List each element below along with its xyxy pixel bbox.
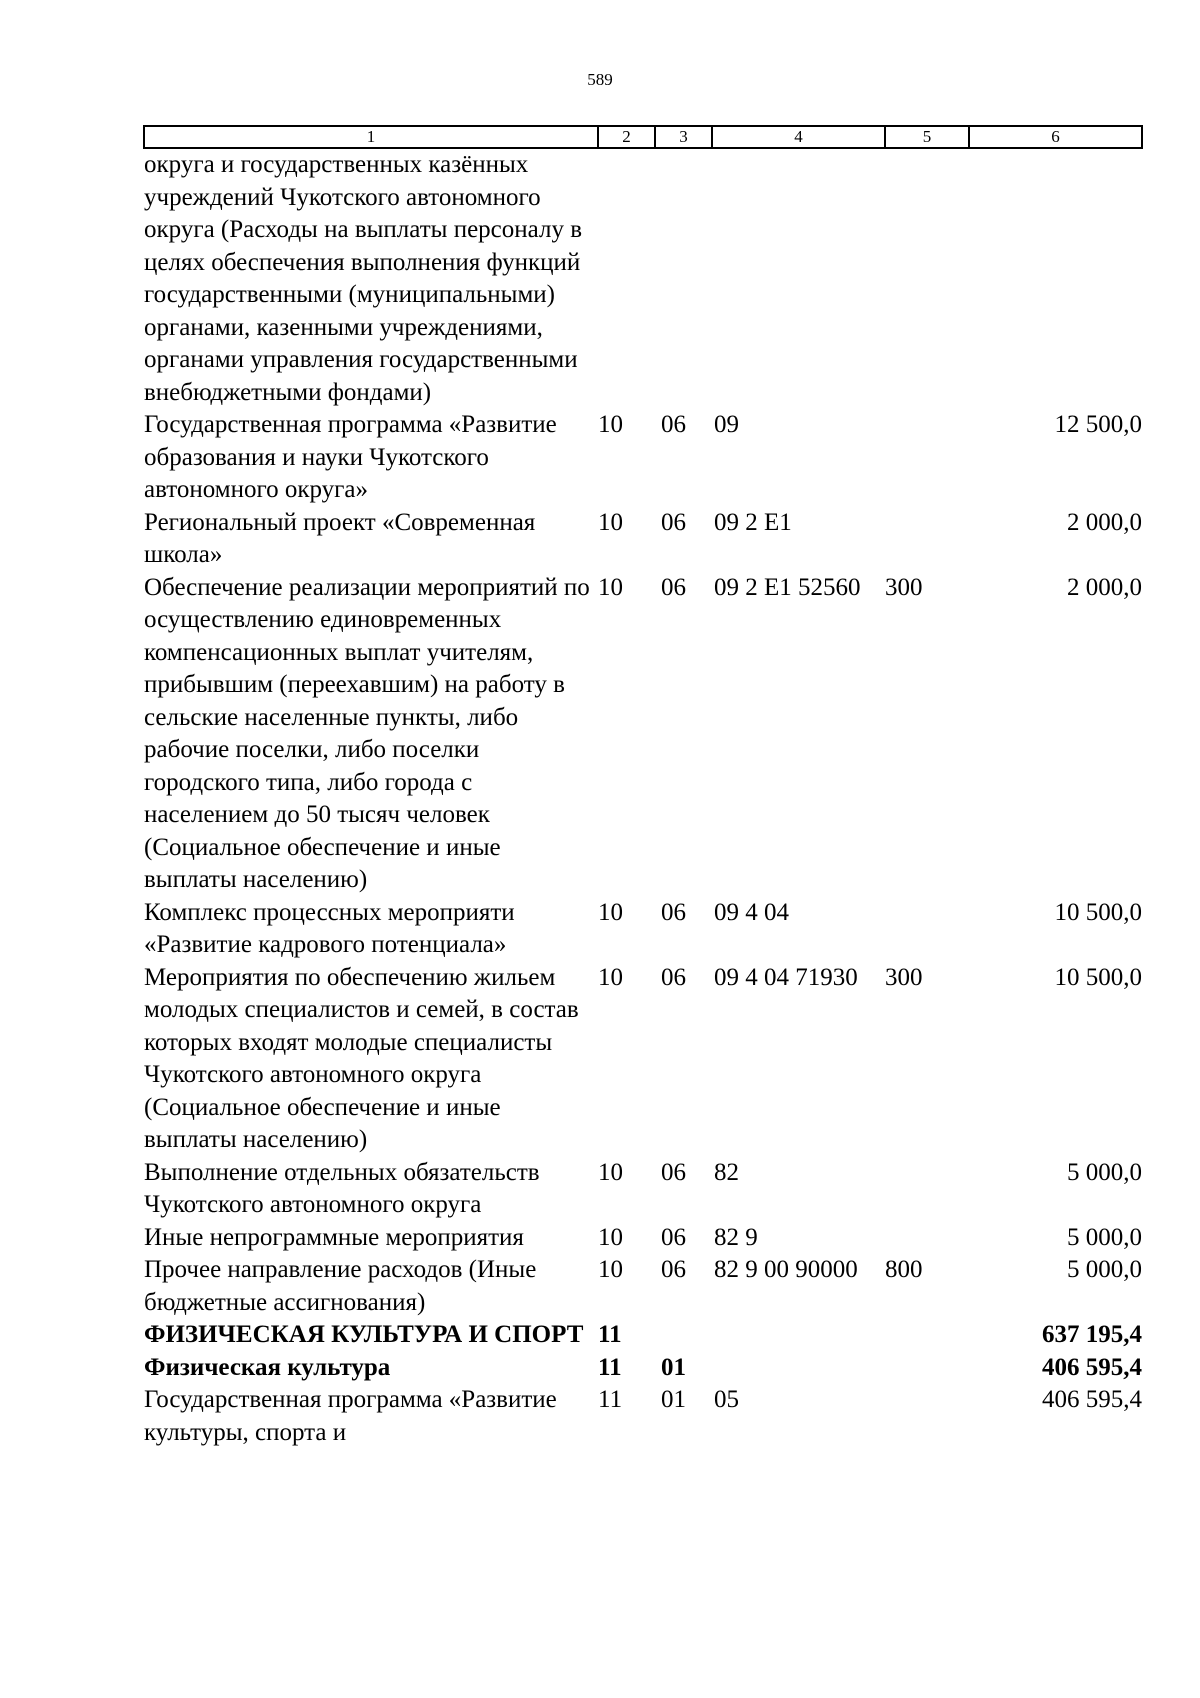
row-name-cell: Обеспечение реализации мероприятий по осуществлению единовременных компенсационных выплат учителям, прибывшим (переехавшим) на работу в сельские населенные пункты, либо рабочие поселки, либо поселки городского типа, либо города с населением до 50 тысяч человек (Социальное обеспечение и иные выплаты населению): [144, 573, 590, 893]
subsection-code-cell: 06: [661, 573, 686, 601]
table-row: [144, 1352, 1142, 1385]
section-code-cell: 10: [598, 963, 623, 991]
row-name-cell: округа и государственных казённых учреждений Чукотского автономного округа (Расходы на выплаты персоналу в целях обеспечения выполнения функций государственными (муниципальными) органами, казенными учреждениями, органами управления государственными внебюджетными фондами): [144, 151, 583, 406]
expense-type-cell: 300: [885, 573, 923, 601]
column-number: 6: [969, 126, 1142, 148]
column-number: 1: [144, 126, 598, 148]
expense-type-cell: 300: [885, 963, 923, 991]
row-name-cell: Иные непрограммные мероприятия: [144, 1223, 524, 1251]
target-article-cell: 05: [714, 1386, 739, 1413]
amount-cell: 10 500,0: [1054, 898, 1142, 926]
table-row: [144, 1222, 1142, 1255]
section-code-cell: 11: [598, 1386, 623, 1413]
section-code-cell: 10: [598, 1223, 623, 1251]
section-code-cell: 11: [598, 1321, 622, 1348]
expense-type-cell: [885, 1352, 969, 1385]
section-code-cell: 11: [598, 1353, 622, 1381]
section-code-cell: [598, 148, 655, 409]
expense-type-cell: [885, 507, 969, 572]
table-row: [144, 1254, 1142, 1319]
table-row: [144, 1319, 1142, 1352]
target-article-cell: [712, 148, 885, 409]
amount-cell: 637 195,4: [1042, 1321, 1142, 1348]
subsection-code-cell: 06: [661, 963, 686, 991]
subsection-code-cell: [655, 148, 712, 409]
table-row: [144, 962, 1142, 1157]
subsection-code-cell: 06: [661, 1158, 686, 1186]
table-row: [144, 1384, 1142, 1449]
column-number-row: [144, 126, 1142, 148]
target-article-cell: [712, 1352, 885, 1385]
subsection-code-cell: 06: [661, 1223, 686, 1251]
expense-type-cell: [885, 409, 969, 507]
expense-type-cell: 800: [885, 1256, 923, 1283]
section-code-cell: 10: [598, 898, 623, 926]
table-row: [144, 148, 1142, 409]
section-code-cell: 10: [598, 1256, 623, 1283]
subsection-code-cell: 06: [661, 1256, 686, 1283]
column-number: 2: [598, 126, 655, 148]
subsection-code-cell: 06: [661, 411, 686, 438]
target-article-cell: 09 4 04 71930: [714, 963, 858, 991]
table-row: [144, 1157, 1142, 1222]
amount-cell: 2 000,0: [1067, 573, 1142, 601]
subsection-code-cell: [655, 1319, 712, 1352]
expense-type-cell: [885, 1319, 969, 1352]
row-name-cell: Региональный проект «Современная школа»: [144, 508, 536, 568]
target-article-cell: 09: [714, 411, 739, 438]
page-number: 589: [587, 70, 613, 89]
row-name-cell: Прочее направление расходов (Иные бюджетные ассигнования): [144, 1256, 537, 1316]
column-number: 3: [655, 126, 712, 148]
expense-type-cell: [885, 897, 969, 962]
amount-cell: 2 000,0: [1067, 508, 1142, 536]
target-article-cell: 09 4 04: [714, 898, 789, 926]
subsection-code-cell: 01: [661, 1353, 686, 1381]
subsection-code-cell: 06: [661, 508, 686, 536]
budget-table: [143, 125, 1143, 1449]
section-code-cell: 10: [598, 508, 623, 536]
target-article-cell: 09 2 Е1: [714, 508, 792, 536]
table-row: [144, 897, 1142, 962]
column-number: 4: [712, 126, 885, 148]
amount-cell: 5 000,0: [1067, 1256, 1142, 1283]
amount-cell: 12 500,0: [1054, 411, 1142, 438]
row-name-cell: ФИЗИЧЕСКАЯ КУЛЬТУРА И СПОРТ: [144, 1321, 584, 1348]
table-row: [144, 507, 1142, 572]
expense-type-cell: [885, 1157, 969, 1222]
subsection-code-cell: 01: [661, 1386, 686, 1413]
amount-cell: 406 595,4: [1042, 1386, 1142, 1413]
row-name-cell: Мероприятия по обеспечению жильем молодых специалистов и семей, в состав которых входят молодые специалисты Чукотского автономного округа (Социальное обеспечение и иные выплаты населению): [144, 963, 579, 1153]
subsection-code-cell: 06: [661, 898, 686, 926]
target-article-cell: 82 9 00 90000: [714, 1256, 858, 1283]
section-code-cell: 10: [598, 411, 623, 438]
column-number: 5: [885, 126, 969, 148]
amount-cell: 10 500,0: [1054, 963, 1142, 991]
amount-cell: 406 595,4: [1042, 1353, 1142, 1381]
expense-type-cell: [885, 1222, 969, 1255]
section-code-cell: 10: [598, 1158, 623, 1186]
amount-cell: 5 000,0: [1067, 1158, 1142, 1186]
amount-cell: [969, 148, 1142, 409]
row-name-cell: Государственная программа «Развитие культуры, спорта и: [144, 1386, 557, 1446]
expense-type-cell: [885, 148, 969, 409]
expense-type-cell: [885, 1384, 969, 1449]
target-article-cell: 82 9: [714, 1223, 758, 1251]
target-article-cell: 82: [714, 1158, 739, 1186]
table-row: [144, 409, 1142, 507]
row-name-cell: Государственная программа «Развитие образования и науки Чукотского автономного округа»: [144, 411, 557, 503]
amount-cell: 5 000,0: [1067, 1223, 1142, 1251]
row-name-cell: Физическая культура: [144, 1353, 391, 1381]
section-code-cell: 10: [598, 573, 623, 601]
row-name-cell: Выполнение отдельных обязательств Чукотского автономного округа: [144, 1158, 540, 1218]
target-article-cell: [712, 1319, 885, 1352]
row-name-cell: Комплекс процессных мероприяти «Развитие кадрового потенциала»: [144, 898, 515, 958]
table-row: [144, 572, 1142, 897]
target-article-cell: 09 2 Е1 52560: [714, 573, 861, 601]
